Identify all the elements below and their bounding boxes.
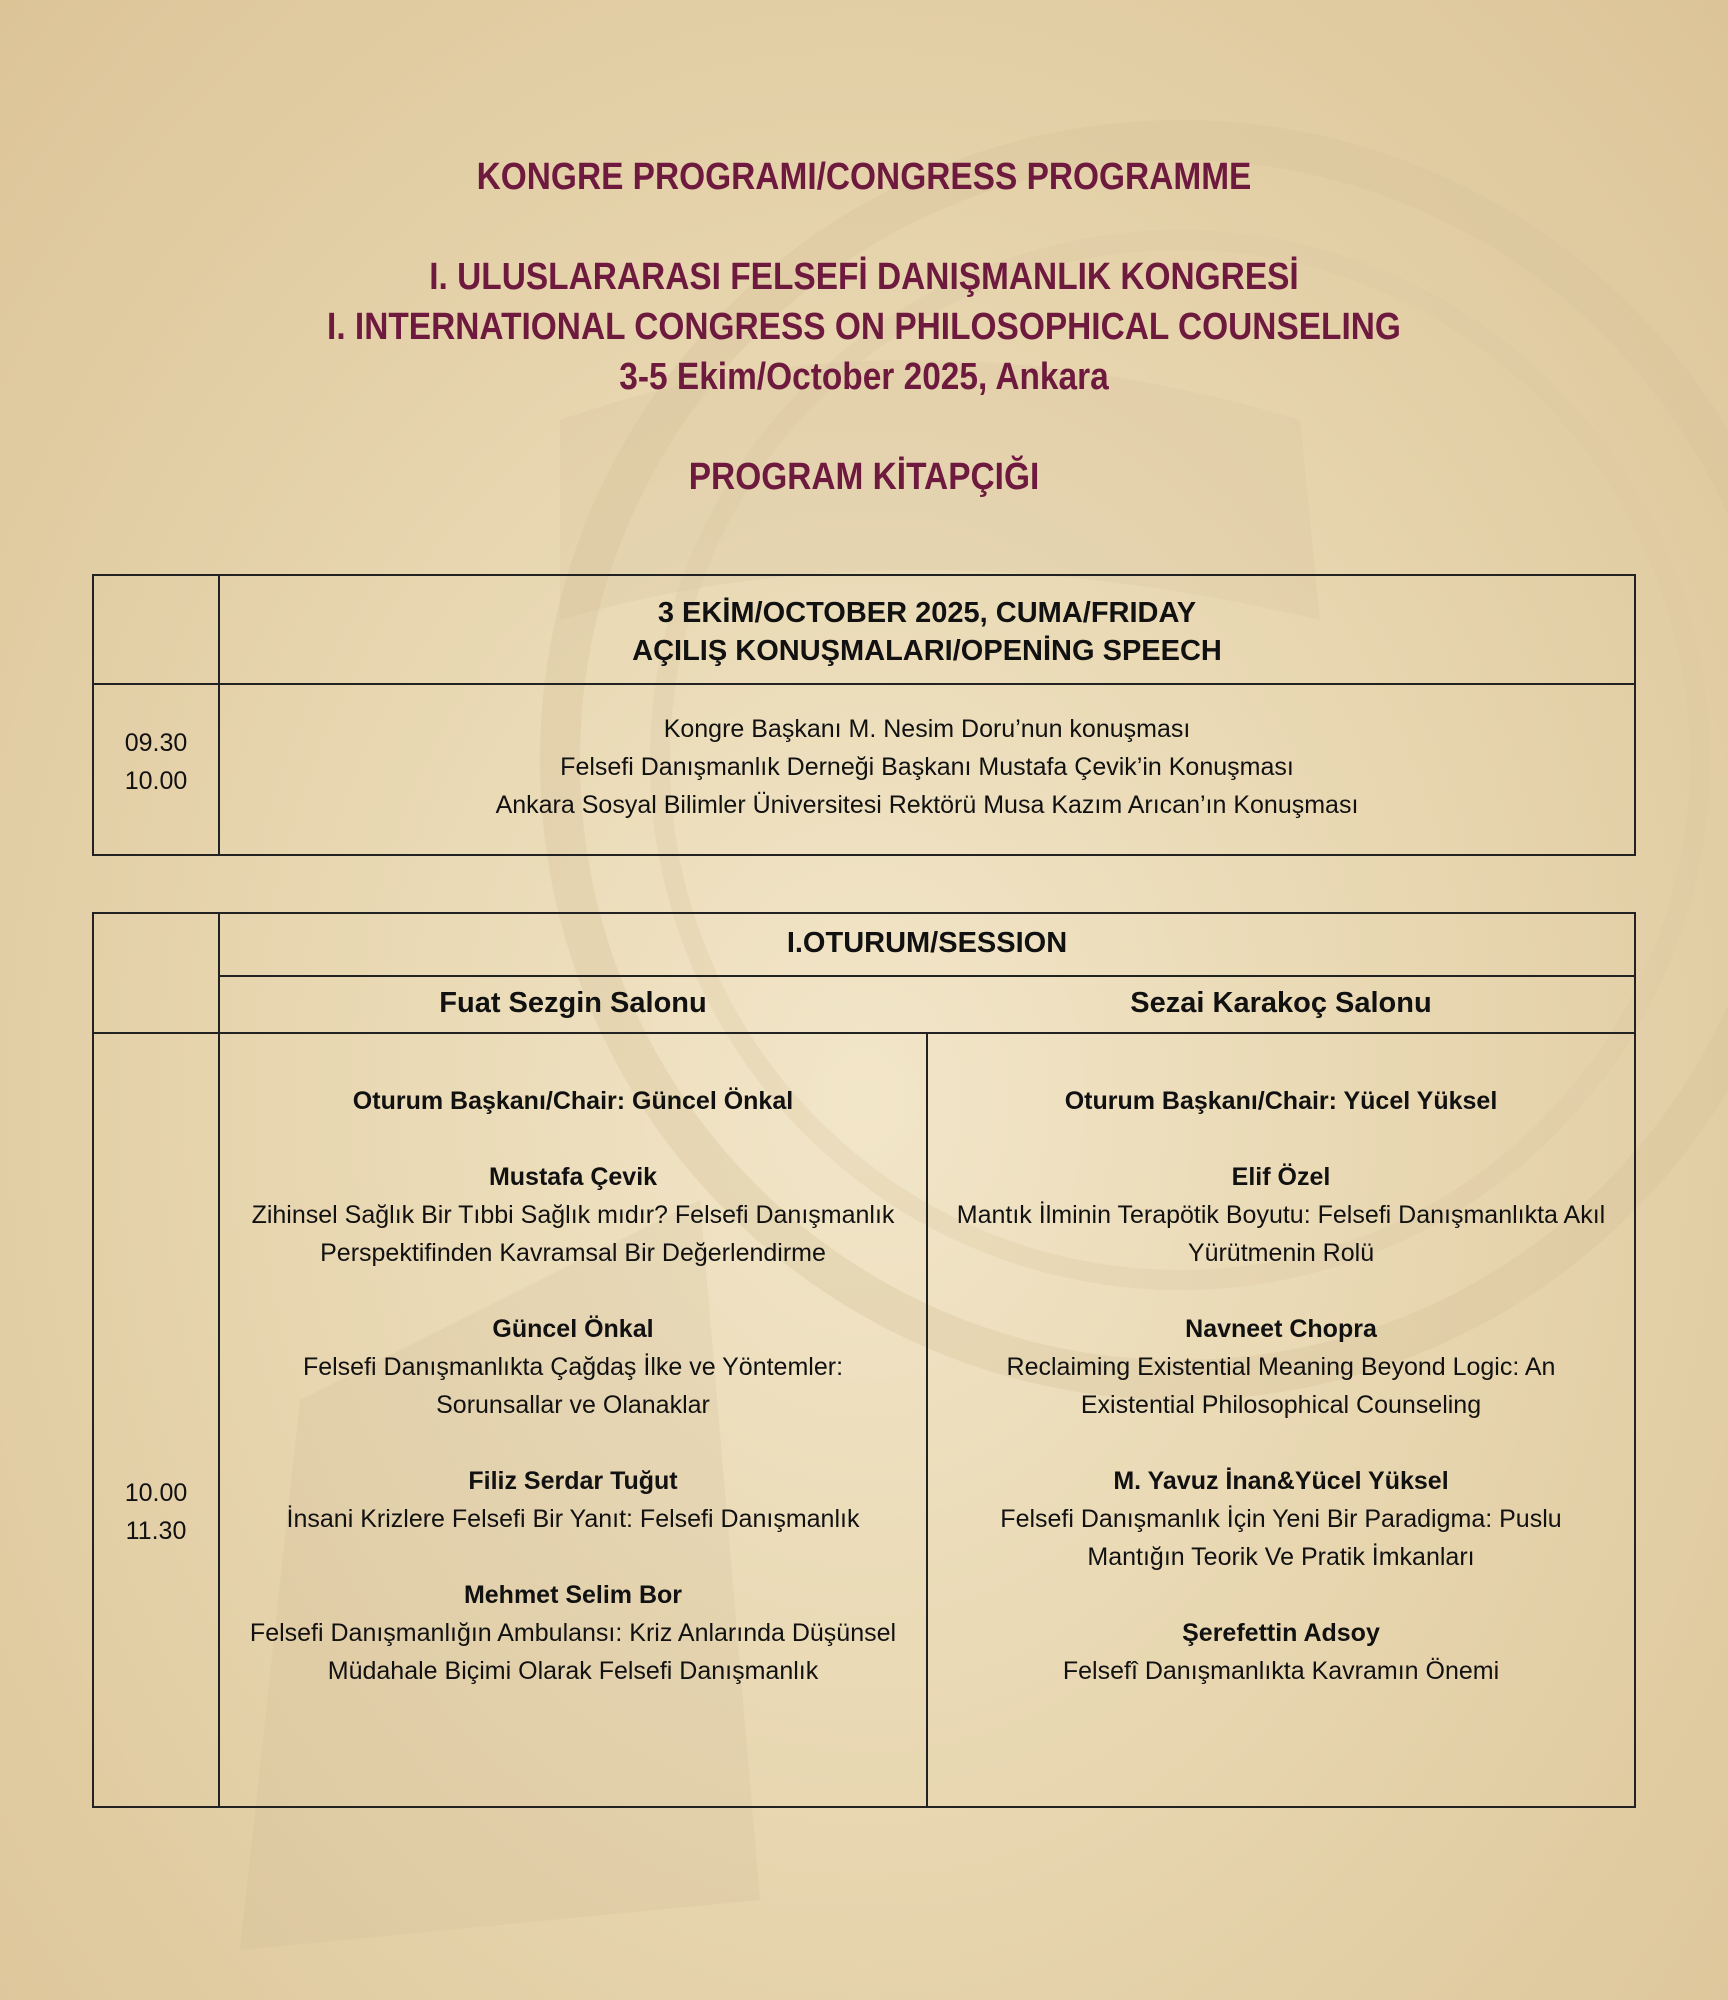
talk-author: Filiz Serdar Tuğut <box>468 1467 678 1495</box>
session-chair: Oturum Başkanı/Chair: Yücel Yüksel <box>1064 1087 1498 1115</box>
talk-item <box>220 1462 926 1538</box>
talk-title-line: Felsefi Danışmanlıkta Çağdaş İlke ve Yöntemler: <box>302 1353 844 1381</box>
congress-name-tr: I. ULUSLARARASI FELSEFİ DANIŞMANLIK KONGRESİ <box>429 256 1299 298</box>
talk-author: Elif Özel <box>1231 1163 1331 1191</box>
talk-item <box>928 1462 1634 1576</box>
opening-time <box>94 724 218 800</box>
session-chair: Oturum Başkanı/Chair: Güncel Önkal <box>352 1087 794 1115</box>
opening-time-end: 10.00 <box>124 767 188 795</box>
talk-item <box>220 1158 926 1272</box>
opening-day: 3 EKİM/OCTOBER 2025, CUMA/FRIDAY <box>657 597 1197 629</box>
opening-title: AÇILIŞ KONUŞMALARI/OPENİNG SPEECH <box>632 635 1222 667</box>
congress-name-en: I. INTERNATIONAL CONGRESS ON PHILOSOPHICAL COUNSELING <box>327 306 1401 348</box>
talk-item <box>220 1310 926 1424</box>
hall-name-sezai-karakoc: Sezai Karakoç Salonu <box>1130 987 1432 1019</box>
talk-title-line: Müdahale Biçimi Olarak Felsefi Danışmanlık <box>327 1657 819 1685</box>
talk-title-line: Perspektifinden Kavramsal Bir Değerlendirme <box>320 1239 826 1267</box>
talk-author: M. Yavuz İnan&Yücel Yüksel <box>1113 1467 1449 1495</box>
talk-item <box>220 1576 926 1690</box>
session-time <box>94 1474 218 1550</box>
talk-item <box>928 1158 1634 1272</box>
talk-title-line: Yürütmenin Rolü <box>1187 1239 1375 1267</box>
talk-title-line: Sorunsallar ve Olanaklar <box>436 1391 710 1419</box>
speech-item: Ankara Sosyal Bilimler Üniversitesi Rektörü Musa Kazım Arıcan’ın Konuşması <box>495 791 1359 819</box>
session-time-start: 10.00 <box>124 1479 188 1507</box>
talk-title-line: Zihinsel Sağlık Bir Tıbbi Sağlık mıdır? Felsefi Danışmanlık <box>251 1201 895 1229</box>
booklet-title: PROGRAM KİTAPÇIĞI <box>688 456 1040 498</box>
talk-author: Mehmet Selim Bor <box>463 1581 683 1609</box>
programme-title: KONGRE PROGRAMI/CONGRESS PROGRAMME <box>476 156 1252 198</box>
congress-dates-location: 3-5 Ekim/October 2025, Ankara <box>619 356 1109 398</box>
talk-title-line: İnsani Krizlere Felsefi Bir Yanıt: Felsefi Danışmanlık <box>286 1505 860 1533</box>
talk-title-line: Felsefî Danışmanlıkta Kavramın Önemi <box>1062 1657 1500 1685</box>
opening-header <box>220 594 1634 670</box>
session-title: I.OTURUM/SESSION <box>786 927 1068 959</box>
talk-title-line: Felsefi Danışmanlık İçin Yeni Bir Paradigma: Puslu <box>1000 1505 1562 1533</box>
session-time-end: 11.30 <box>125 1517 187 1545</box>
session-table <box>92 912 1636 1808</box>
talk-author: Şerefettin Adsoy <box>1182 1619 1380 1647</box>
speech-item: Kongre Başkanı M. Nesim Doru’nun konuşması <box>663 715 1191 743</box>
talk-title-line: Mantık İlminin Terapötik Boyutu: Felsefi Danışmanlıkta Akıl <box>956 1201 1606 1229</box>
talk-title-line: Felsefi Danışmanlığın Ambulansı: Kriz Anlarında Düşünsel <box>249 1619 897 1647</box>
opening-speeches <box>220 710 1634 824</box>
opening-table <box>92 574 1636 856</box>
talk-author: Mustafa Çevik <box>488 1163 658 1191</box>
hall-column-sezai-karakoc <box>928 1082 1634 1728</box>
talk-item <box>928 1310 1634 1424</box>
speech-item: Felsefi Danışmanlık Derneği Başkanı Mustafa Çevik’in Konuşması <box>560 753 1294 781</box>
talk-author: Navneet Chopra <box>1185 1315 1377 1343</box>
opening-time-start: 09.30 <box>124 729 188 757</box>
talk-title-line: Reclaiming Existential Meaning Beyond Logic: An <box>1006 1353 1556 1381</box>
talk-item <box>928 1614 1634 1690</box>
hall-column-fuat-sezgin <box>220 1082 926 1728</box>
talk-author: Güncel Önkal <box>492 1315 654 1343</box>
hall-name-fuat-sezgin: Fuat Sezgin Salonu <box>439 987 707 1019</box>
talk-title-line: Existential Philosophical Counseling <box>1080 1391 1482 1419</box>
talk-title-line: Mantığın Teorik Ve Pratik İmkanları <box>1087 1543 1475 1571</box>
